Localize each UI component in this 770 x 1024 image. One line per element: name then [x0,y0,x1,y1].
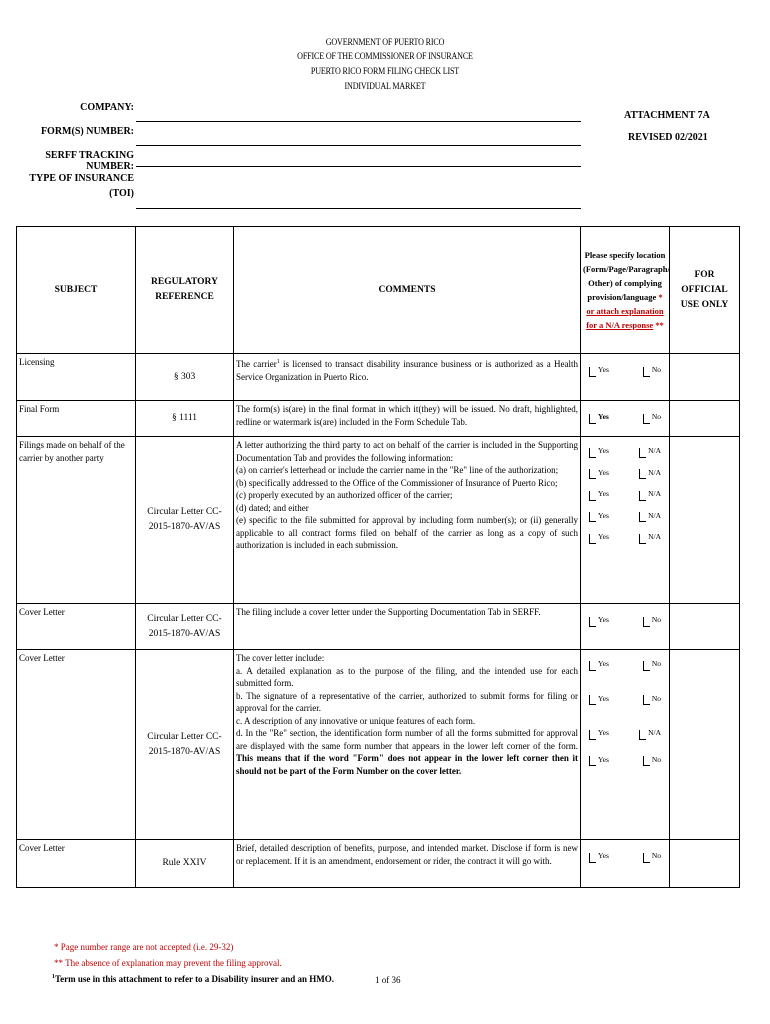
yes-checkbox[interactable]: Yes [589,614,609,627]
footnote-marker: 1 [52,974,55,980]
row-checks [581,354,670,401]
no-checkbox[interactable]: No [643,658,661,671]
location-header-text: Please specify location (Form/Page/Paragraph/ Other) of complying provision/language [583,250,670,302]
footnote-term [52,974,334,984]
serff-field[interactable] [136,166,581,167]
footnote-explanation: ** The absence of explanation may prevent the filing approval. [54,958,282,968]
table-row [17,437,740,604]
revised-date: REVISED 02/2021 [628,132,708,143]
na-checkbox[interactable]: N/A [639,531,661,544]
toi-label-1: TYPE OF INSURANCE [29,173,134,184]
yes-checkbox[interactable]: Yes [589,531,609,544]
row-reference: Circular Letter CC-2015-1870-AV/AS [136,604,234,650]
row-subject: Final Form [17,401,136,437]
comments-header: COMMENTS [234,227,581,354]
no-checkbox[interactable]: No [643,693,661,706]
header-line-1: GOVERNMENT OF PUERTO RICO [325,38,445,48]
row-comment [234,354,581,401]
row-comment [234,650,581,840]
row-comment [234,437,581,604]
comment-line: A letter authorizing the third party to act on behalf of the carrier is included in the Supporting Documentation Tab and provides the following information: [236,440,578,463]
company-field[interactable] [136,121,581,122]
comment-line [236,727,578,777]
location-header [581,227,670,354]
na-checkbox[interactable]: N/A [639,488,661,501]
row-checks [581,437,670,604]
comment-line: b. The signature of a representative of the carrier, authorized to submit forms for filing or approval for the carrier. [236,690,578,713]
yes-checkbox[interactable]: Yes [589,445,609,458]
official-cell [670,437,740,604]
comment-line: c. A description of any innovative or unique features of each form. [236,715,476,726]
yes-checkbox[interactable]: Yes [589,467,609,480]
header-line-4: INDIVIDUAL MARKET [344,82,426,92]
row-subject: Cover Letter [17,650,136,840]
row-reference: Circular Letter CC-2015-1870-AV/AS [136,650,234,840]
subject-header: SUBJECT [17,227,136,354]
table-row [17,604,740,650]
checklist-table [16,226,740,888]
official-cell [670,650,740,840]
official-cell [670,604,740,650]
comment-line: a. A detailed explanation as to the purpose of the filing, and the intended use for each submitted form. [236,665,578,688]
reference-header: REGULATORY REFERENCE [136,227,234,354]
na-checkbox[interactable]: N/A [639,445,661,458]
comment-bold-text: This means that if the word "Form" does not appear in the lower left corner then it should not be part of the Form Number on the cover letter. [236,753,578,776]
comment-line: (c) properly executed by an authorized officer of the carrier; [236,490,453,500]
comment-line: The cover letter include: [236,653,325,663]
comment-text: The carrier [236,359,277,369]
official-cell [670,840,740,888]
row-reference: Circular Letter CC-2015-1870-AV/AS [136,437,234,604]
comment-line: (e) specific to the file submitted for approval by including form number(s); or (ii) generally applicable to all contract forms filed on behalf of the carrier as long as a copy of such authorization is included in each submission. [236,515,578,550]
row-subject: Filings made on behalf of the carrier by another party [17,437,136,604]
na-checkbox[interactable]: N/A [639,510,661,523]
yes-checkbox[interactable]: Yes [589,658,609,671]
yes-checkbox[interactable]: Yes [589,510,609,523]
na-checkbox[interactable]: N/A [639,467,661,480]
table-row [17,401,740,437]
official-header: FOR OFFICIAL USE ONLY [670,227,740,354]
no-checkbox[interactable]: No [643,614,661,627]
row-subject: Licensing [17,354,136,401]
header-line-3: PUERTO RICO FORM FILING CHECK LIST [310,67,460,77]
yes-checkbox[interactable]: Yes [589,693,609,706]
row-reference: Rule XXIV [136,840,234,888]
location-header-star: * [658,292,663,302]
comment-text: d. In the "Re" section, the identification form number of all the forms submitted for approval are displayed with the same form number that appears in the lower left corner of the form. [236,728,578,751]
forms-number-label: FORM(S) NUMBER: [40,126,134,137]
attachment-title: ATTACHMENT 7A [624,110,710,121]
yes-checkbox[interactable]: Yes [589,754,609,767]
row-comment: Brief, detailed description of benefits, purpose, and intended market. Disclose if form is new or replacement. If it is an amendment, endorsement or rider, the contract it will go with. [234,840,581,888]
row-comment: The filing include a cover letter under the Supporting Documentation Tab in SERFF. [234,604,581,650]
no-checkbox[interactable]: No [643,754,661,767]
no-checkbox[interactable]: No [643,850,661,863]
row-reference: § 1111 [136,401,234,437]
comment-line: (d) dated; and either [236,502,309,513]
location-header-stars: ** [655,320,664,330]
official-cell [670,354,740,401]
table-row [17,650,740,840]
na-checkbox[interactable]: N/A [639,727,661,740]
table-row [17,840,740,888]
table-row [17,354,740,401]
footnote-term-text: Term use in this attachment to refer to a Disability insurer and an HMO. [55,974,334,984]
yes-checkbox[interactable]: Yes [589,411,609,424]
row-comment: The form(s) is(are) in the final format in which it(they) will be issued. No draft, highlighted, redline or watermark is(are) included in the Form Schedule Tab. [234,401,581,437]
page-number: 1 of 36 [375,975,401,985]
no-checkbox[interactable]: No [643,364,661,377]
toi-label-2: (TOI) [109,188,134,199]
comment-text: is licensed to transact disability insurance business or is authorized as a Health Service Organization in Puerto Rico. [236,359,578,382]
row-reference: § 303 [136,354,234,401]
serff-label: SERFF TRACKING NUMBER: [45,150,134,172]
header-line-2: OFFICE OF THE COMMISSIONER OF INSURANCE [297,52,473,62]
row-subject: Cover Letter [17,840,136,888]
yes-checkbox[interactable]: Yes [589,727,609,740]
yes-checkbox[interactable]: Yes [589,850,609,863]
footnote-page-range: * Page number range are not accepted (i.e. 29-32) [54,942,234,952]
comment-line: (a) on carrier's letterhead or include the carrier name in the "Re" line of the authorization; [236,465,559,475]
comment-line: (b) specifically addressed to the Office of the Commissioner of Insurance of Puerto Rico; [236,477,558,488]
forms-number-field[interactable] [136,145,581,146]
row-subject: Cover Letter [17,604,136,650]
row-checks [581,650,670,840]
company-label: COMPANY: [80,102,134,113]
location-header-explanation: or attach explanation for a N/A response [586,306,664,330]
no-checkbox[interactable]: No [643,411,661,424]
row-checks [581,840,670,888]
toi-field[interactable] [136,208,581,209]
footnote-marker: 1 [276,359,280,365]
yes-checkbox[interactable]: Yes [589,364,609,377]
row-checks [581,401,670,437]
row-checks [581,604,670,650]
yes-checkbox[interactable]: Yes [589,488,609,501]
official-cell [670,401,740,437]
